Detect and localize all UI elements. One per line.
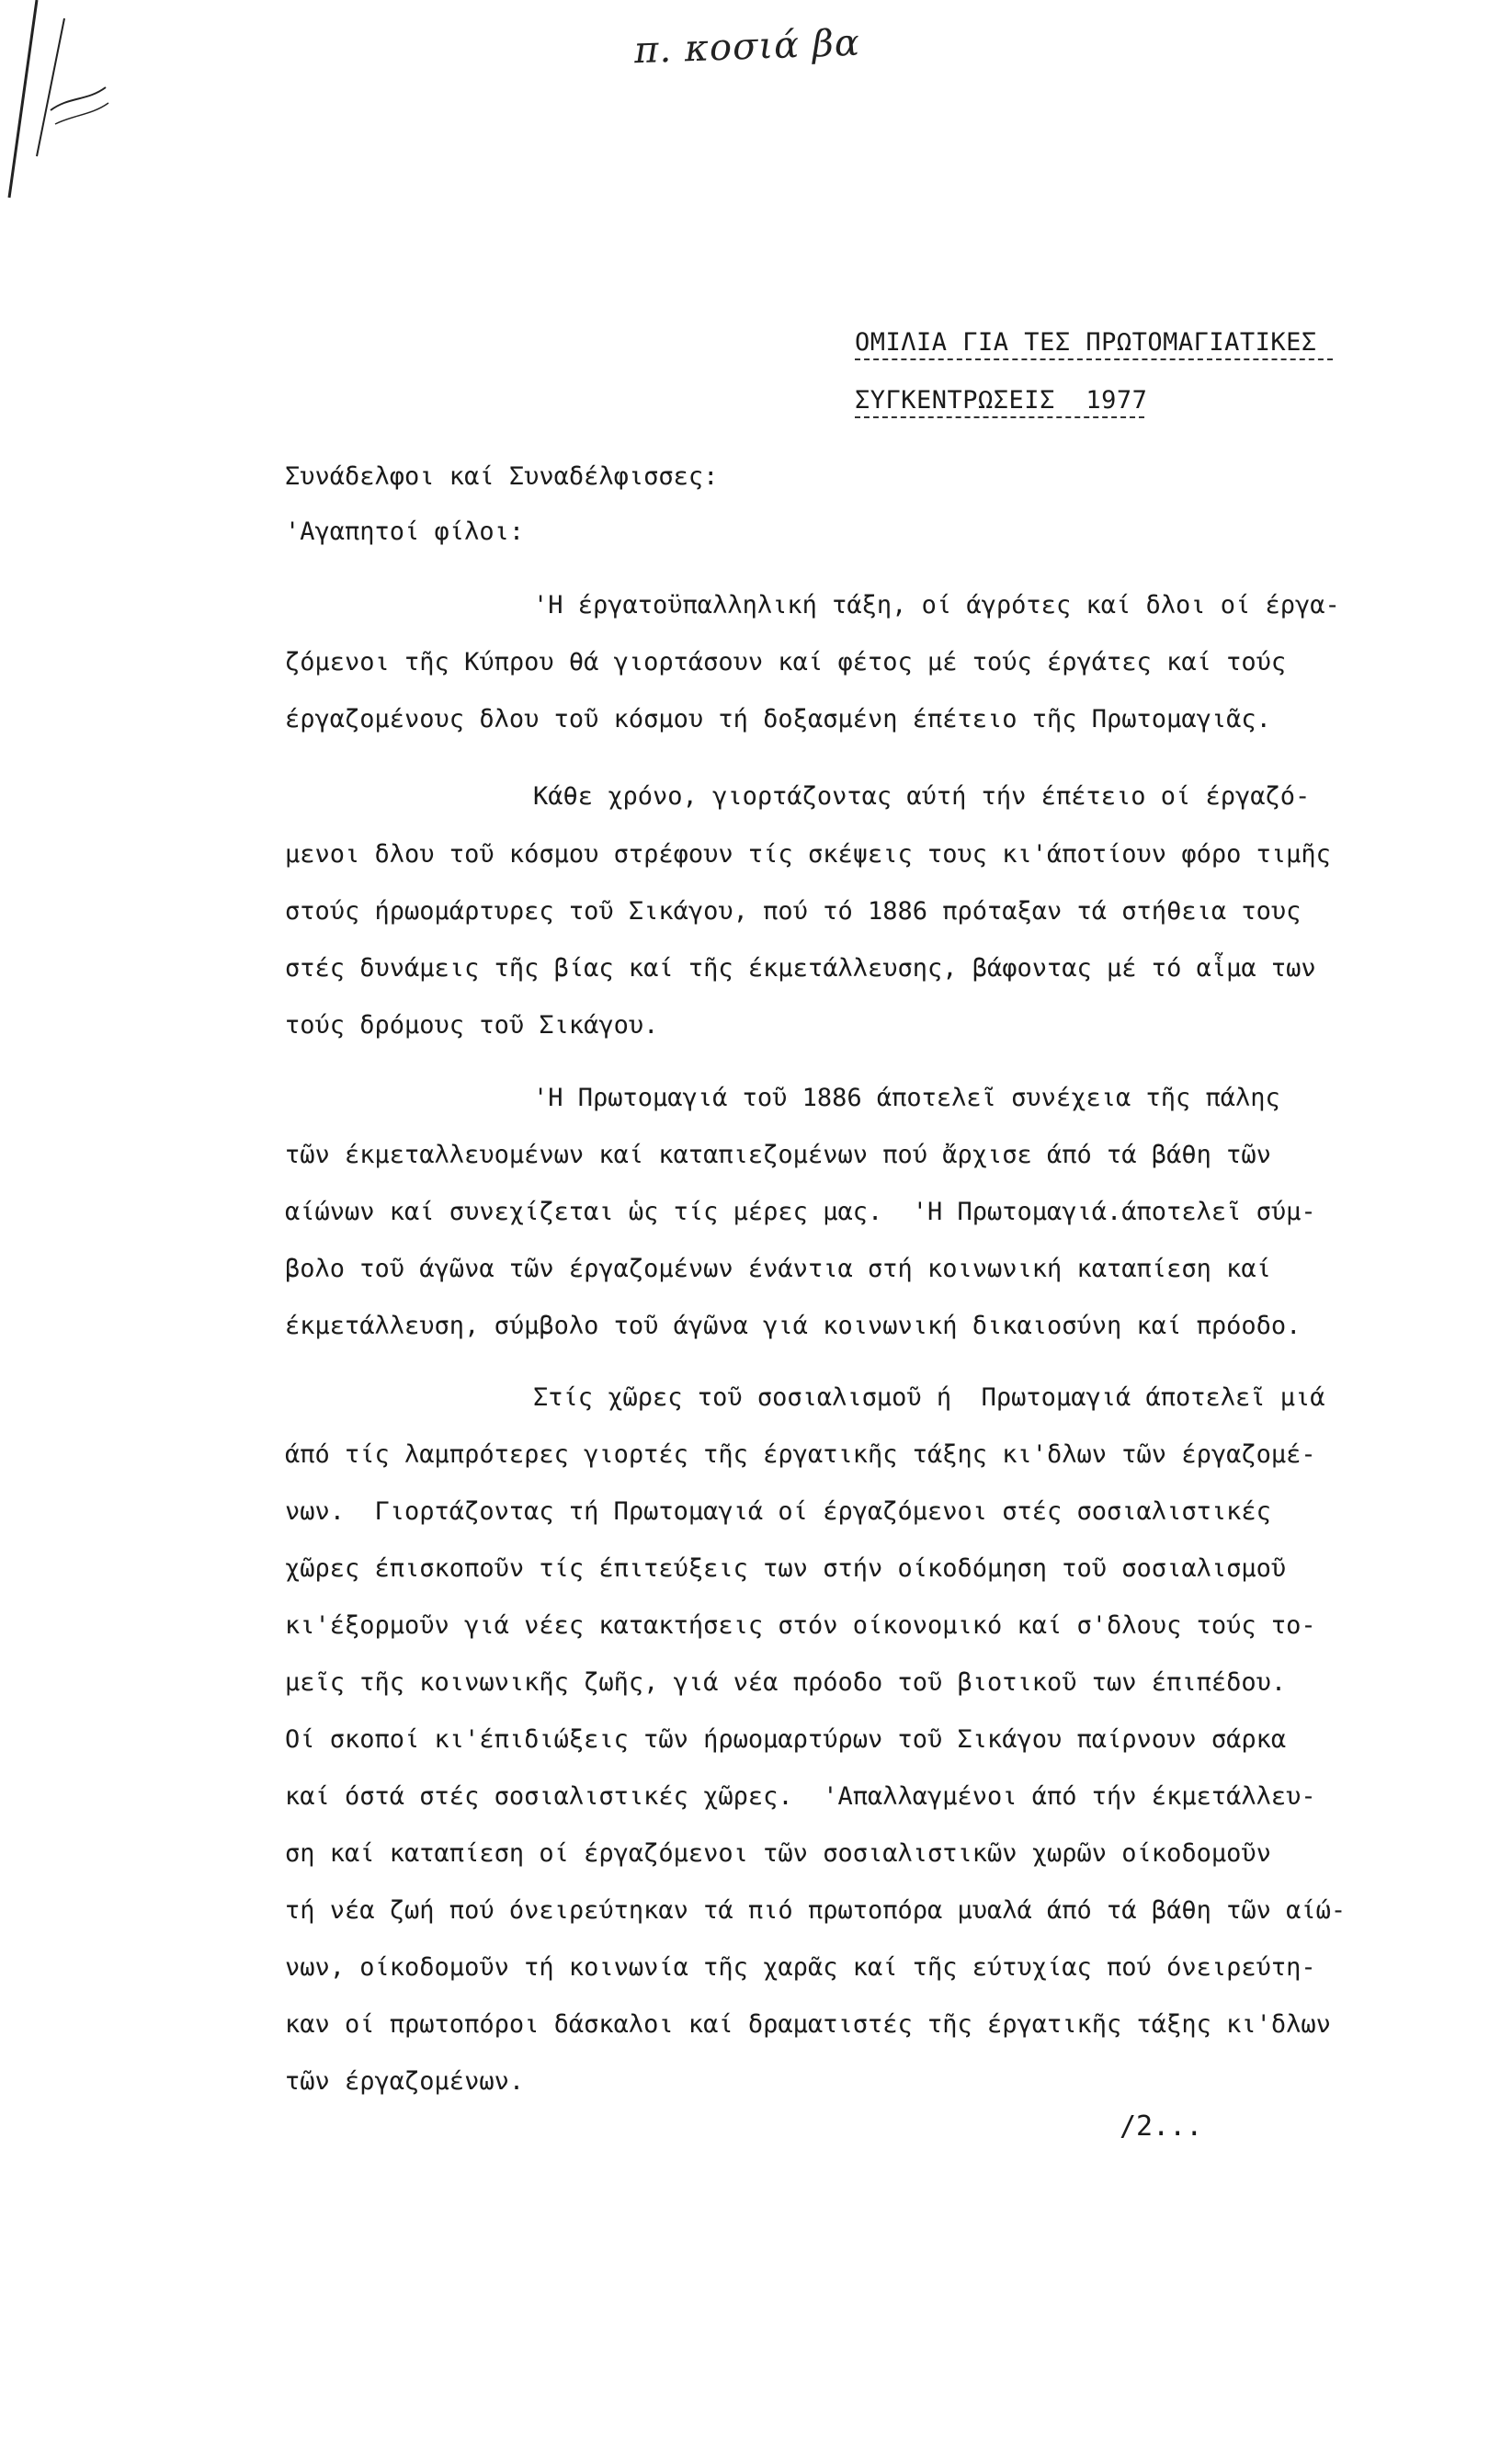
body-text-line: νων. Γιορτάζοντας τή Πρωτομαγιά οί έργαζόμενοι στές σοσιαλιστικές [285,1497,1271,1526]
body-text-line: καί όστά στές σοσιαλιστικές χῶρες. 'Απαλλαγμένοι άπό τήν έκμετάλλευ- [285,1782,1316,1811]
handwritten-note: π. κοσιά βα [633,21,861,73]
body-text-line: καν οί πρωτοπόροι δάσκαλοι καί δραματιστές τῆς έργατικῆς τάξης κι'δλων [285,2010,1331,2039]
body-text-line: αίώνων καί συνεχίζεται ὡς τίς μέρες μας. 'Η Πρωτομαγιά.άποτελεῖ σύμ- [285,1198,1316,1226]
body-text-line: χῶρες έπισκοποῦν τίς έπιτεύξεις των στήν οίκοδόμηση τοῦ σοσιαλισμοῦ [285,1554,1287,1583]
body-text-line: Οί σκοποί κι'έπιδιώξεις τῶν ήρωομαρτύρων τοῦ Σικάγου παίρνουν σάρκα [285,1725,1287,1754]
body-text-line: Κάθε χρόνο, γιορτάζοντας αύτή τήν έπέτειο οί έργαζό- [533,782,1311,811]
body-text-line: μεῖς τῆς κοινωνικῆς ζωῆς, γιά νέα πρόοδο τοῦ βιοτικοῦ των έπιπέδου. [285,1668,1287,1697]
body-text-line: τῶν έκμεταλλευομένων καί καταπιεζομένων πού ἄρχισε άπό τά βάθη τῶν [285,1141,1271,1169]
body-text-line: Στίς χῶρες τοῦ σοσιαλισμοῦ ή Πρωτομαγιά άποτελεῖ μιά [533,1383,1325,1412]
document-title-line-1: ΟΜΙΛΙΑ ΓΙΑ ΤΕΣ ΠΡΩΤΟΜΑΓΙΑΤΙΚΕΣ [855,328,1333,360]
body-text-line: τούς δρόμους τοῦ Σικάγου. [285,1011,659,1040]
document-title-line-2: ΣΥΓΚΕΝΤΡΩΣΕΙΣ 1977 [855,386,1144,418]
salutation-line: Συνάδελφοι καί Συναδέλφισσες: [285,462,719,491]
salutation-line: 'Αγαπητοί φίλοι: [285,517,525,546]
body-text-line: άπό τίς λαμπρότερες γιορτές τῆς έργατικῆς τάξης κι'δλων τῶν έργαζομέ- [285,1440,1316,1469]
body-text-line: στές δυνάμεις τῆς βίας καί τῆς έκμετάλλευσης, βάφοντας μέ τό αἷμα των [285,954,1316,983]
body-text-line: τή νέα ζωή πού όνειρεύτηκαν τά πιό πρωτοπόρα μυαλά άπό τά βάθη τῶν αίώ- [285,1896,1347,1925]
body-text-line: στούς ήρωομάρτυρες τοῦ Σικάγου, πού τό 1886 πρόταξαν τά στήθεια τους [285,897,1302,926]
body-text-line: 'Η Πρωτομαγιά τοῦ 1886 άποτελεῖ συνέχεια τῆς πάλης [533,1084,1280,1112]
body-text-line: τῶν έργαζομένων. [285,2067,525,2096]
body-text-line: έκμετάλλευση, σύμβολο τοῦ άγῶνα γιά κοινωνική δικαιοσύνη καί πρόοδο. [285,1312,1302,1340]
edge-scribble-mark [0,0,129,202]
body-text-line: έργαζομένους δλου τοῦ κόσμου τή δοξασμένη έπέτειο τῆς Πρωτομαγιᾶς. [285,705,1271,734]
body-text-line: ση καί καταπίεση οί έργαζόμενοι τῶν σοσιαλιστικῶν χωρῶν οίκοδομοῦν [285,1839,1271,1868]
body-text-line: μενοι δλου τοῦ κόσμου στρέφουν τίς σκέψεις τους κι'άποτίουν φόρο τιμῆς [285,840,1331,869]
body-text-line: νων, οίκοδομοῦν τή κοινωνία τῆς χαρᾶς καί τῆς εύτυχίας πού όνειρεύτη- [285,1953,1316,1982]
body-text-line: βολο τοῦ άγῶνα τῶν έργαζομένων ένάντια στή κοινωνική καταπίεση καί [285,1255,1271,1283]
body-text-line: ζόμενοι τῆς Κύπρου θά γιορτάσουν καί φέτος μέ τούς έργάτες καί τούς [285,648,1287,677]
body-text-line: κι'έξορμοῦν γιά νέες κατακτήσεις στόν οίκονομικό καί σ'δλους τούς το- [285,1611,1316,1640]
page-continuation-marker: /2... [1120,2110,1203,2143]
body-text-line: 'Η έργατοϋπαλληλική τάξη, οί άγρότες καί δλοι οί έργα- [533,591,1340,620]
